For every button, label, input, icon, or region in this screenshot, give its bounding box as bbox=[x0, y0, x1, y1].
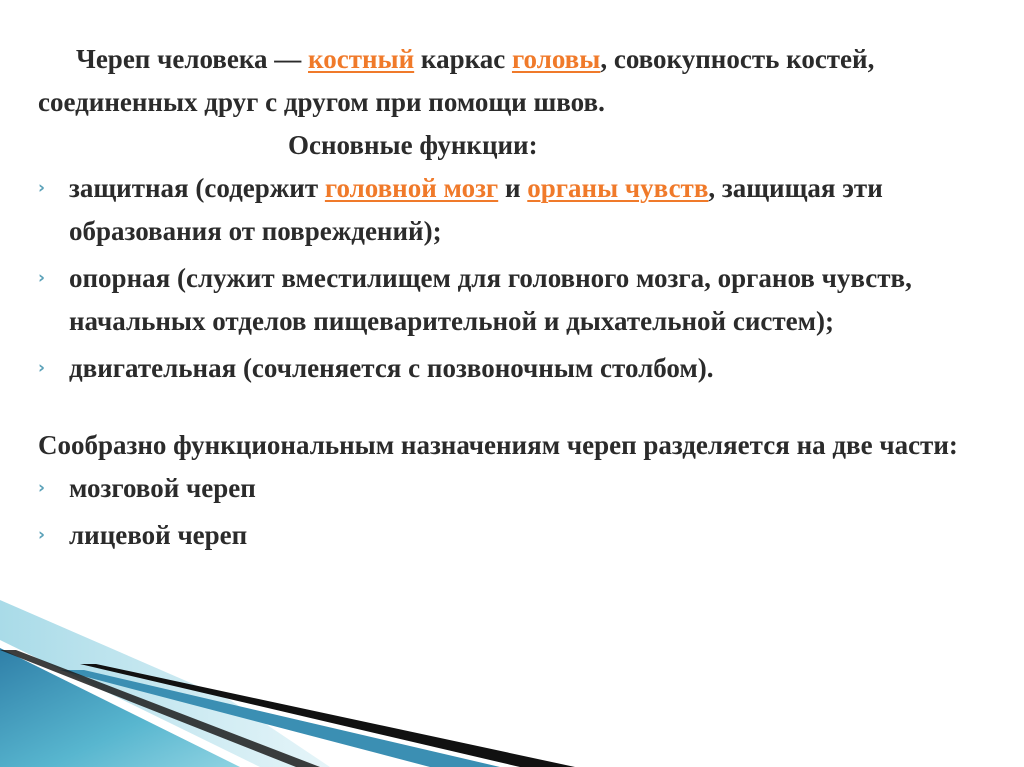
list-item-support bbox=[38, 257, 1004, 343]
list-item-protective bbox=[38, 167, 1004, 253]
intro-text-3: , совокупность костей, соединенных друг с другом при помощи швов. bbox=[38, 44, 875, 117]
list-item-motor bbox=[38, 347, 1004, 390]
intro-text-1: Череп человека — bbox=[76, 44, 309, 74]
division-list bbox=[38, 467, 1004, 557]
slide-content bbox=[38, 38, 1004, 557]
bullet-arrow-icon: › bbox=[38, 358, 46, 378]
link-head[interactable]: головы bbox=[511, 44, 601, 74]
bullet-arrow-icon: › bbox=[38, 268, 46, 288]
link-bony[interactable]: костный bbox=[308, 44, 415, 74]
list-item-cranial bbox=[38, 467, 1004, 510]
functions-heading: Основные функции: bbox=[288, 130, 538, 160]
intro-text-2: каркас bbox=[414, 44, 512, 74]
link-brain[interactable]: головной мозг bbox=[324, 173, 499, 203]
bullet-arrow-icon: › bbox=[38, 478, 46, 498]
list-item-facial bbox=[38, 514, 1004, 557]
bullet-arrow-icon: › bbox=[38, 525, 46, 545]
protective-text-lead: защитная (содержит bbox=[69, 173, 325, 203]
link-senses[interactable]: органы чувств bbox=[527, 173, 709, 203]
functions-list bbox=[38, 167, 1004, 390]
protective-text-tail: , защищая эти образования от повреждений); bbox=[69, 173, 883, 246]
division-paragraph: Сообразно функциональным назначениям череп разделяется на две части: bbox=[38, 430, 958, 460]
intro-paragraph bbox=[38, 38, 1004, 124]
protective-text-mid: и bbox=[498, 173, 528, 203]
cranial-text: мозговой череп bbox=[69, 473, 256, 503]
motor-text: двигательная (сочленяется с позвоночным столбом). bbox=[69, 353, 714, 383]
support-text: опорная (служит вместилищем для головного мозга, органов чувств, начальных отделов пищеварительной и дыхательной систем); bbox=[69, 263, 912, 336]
spacer bbox=[38, 390, 1004, 424]
bullet-arrow-icon: › bbox=[38, 178, 46, 198]
facial-text: лицевой череп bbox=[69, 520, 248, 550]
